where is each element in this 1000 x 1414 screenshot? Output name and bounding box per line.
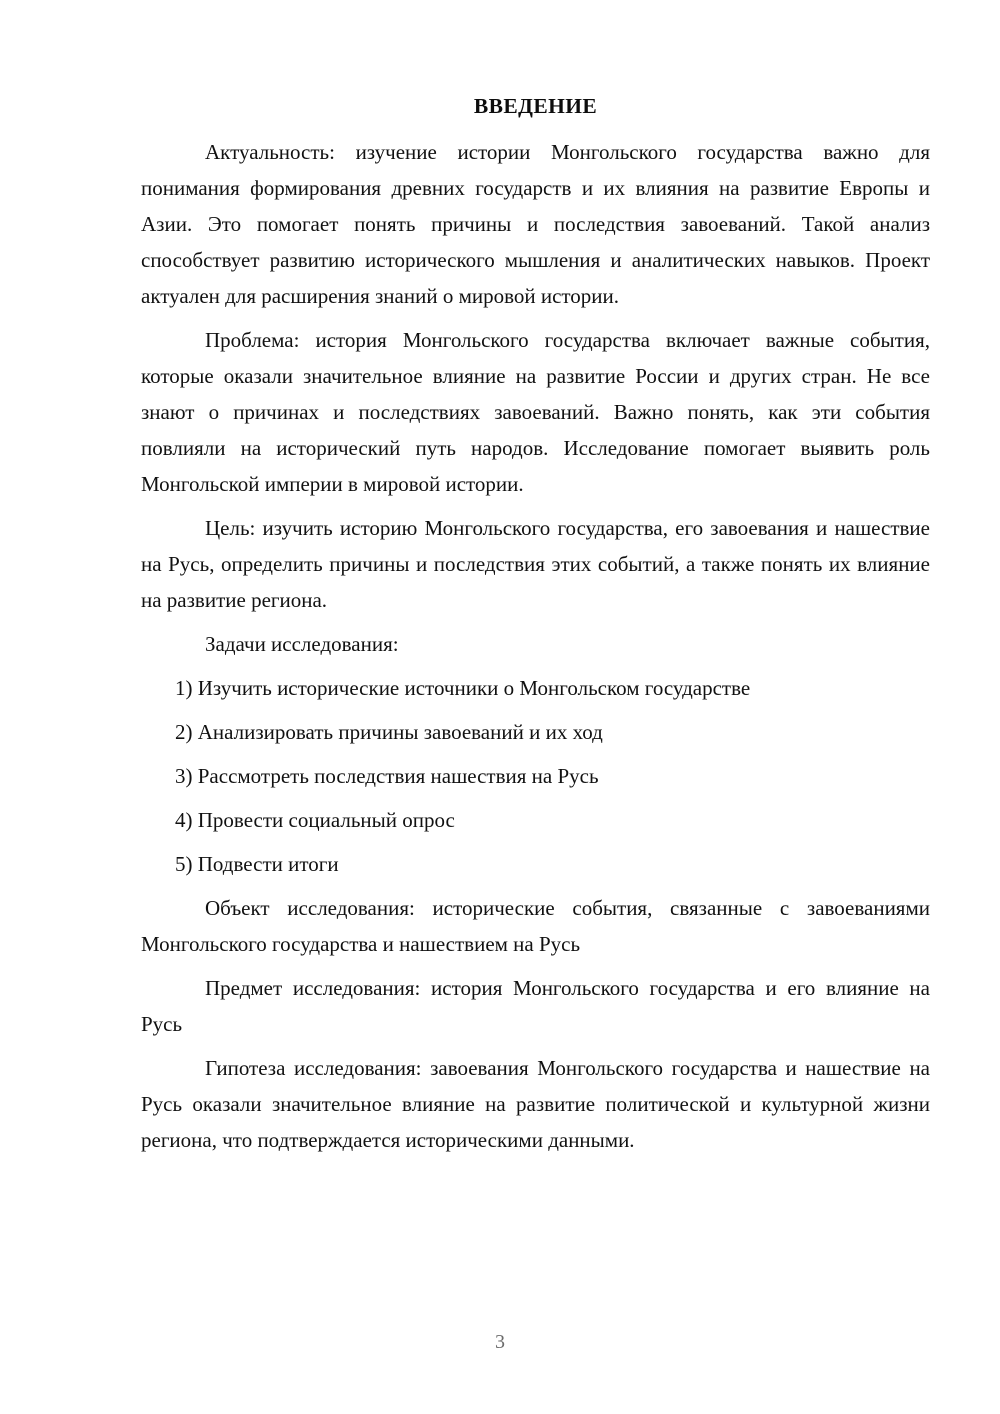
list-item: 3) Рассмотреть последствия нашествия на Русь [175, 764, 599, 788]
paragraph-hypothesis: Гипотеза исследования: завоевания Монгольского государства и нашествие на Русь оказали значительное влияние на развитие политической и культурной жизни региона, что подтверждается историческими данными. [141, 1056, 930, 1152]
tasks-intro-label: Задачи исследования: [205, 632, 399, 656]
paragraph-relevance: Актуальность: изучение истории Монгольского государства важно для понимания формирования древних государств и их влияния на развитие Европы и Азии. Это помогает понять причины и последствия завоеваний. Такой анализ способствует развитию исторического мышления и аналитических навыков. Проект актуален для расширения знаний о мировой истории. [141, 140, 930, 308]
page-title: ВВЕДЕНИЕ [473, 94, 598, 118]
paragraph-goal: Цель: изучить историю Монгольского государства, его завоевания и нашествие на Русь, определить причины и последствия этих событий, а также понять их влияние на развитие региона. [141, 516, 930, 612]
page-number: 3 [495, 1331, 505, 1353]
list-item: 1) Изучить исторические источники о Монгольском государстве [175, 676, 751, 700]
tasks-list [141, 670, 930, 882]
document-body [141, 88, 930, 1166]
list-item: 4) Провести социальный опрос [175, 808, 455, 832]
list-item: 2) Анализировать причины завоеваний и их ход [175, 720, 603, 744]
paragraph-subject: Предмет исследования: история Монгольского государства и его влияние на Русь [141, 976, 930, 1036]
paragraph-object: Объект исследования: исторические события, связанные с завоеваниями Монгольского государства и нашествием на Русь [141, 896, 930, 956]
paragraph-problem: Проблема: история Монгольского государства включает важные события, которые оказали значительное влияние на развитие России и других стран. Не все знают о причинах и последствиях завоеваний. Важно понять, как эти события повлияли на исторический путь народов. Исследование помогает выявить роль Монгольской империи в мировой истории. [141, 328, 930, 496]
list-item: 5) Подвести итоги [175, 852, 339, 876]
